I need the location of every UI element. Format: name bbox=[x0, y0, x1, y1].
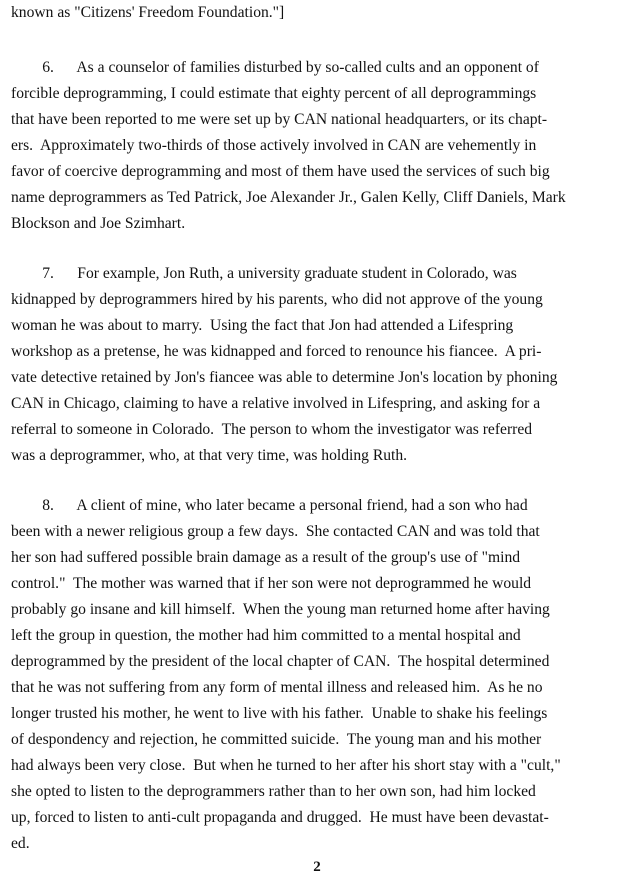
paragraph-7-line: vate detective retained by Jon's fiancee was able to determine Jon's location by phoning bbox=[11, 369, 558, 386]
paragraph-7-line: referral to someone in Colorado. The person to whom the investigator was referred bbox=[11, 421, 533, 438]
paragraph-6-line: that have been reported to me were set up by CAN national headquarters, or its chapt- bbox=[11, 111, 548, 128]
paragraph-8-line: ed. bbox=[11, 835, 30, 852]
paragraph-8-line: deprogrammed by the president of the local chapter of CAN. The hospital determined bbox=[11, 653, 550, 670]
paragraph-8-line: left the group in question, the mother had him committed to a mental hospital and bbox=[11, 627, 521, 644]
paragraph-8-line: longer trusted his mother, he went to live with his father. Unable to shake his feelings bbox=[11, 705, 548, 722]
paragraph-7-line: workshop as a pretense, he was kidnapped and forced to renounce his fiancee. A pri- bbox=[11, 343, 542, 360]
paragraph-7-line: kidnapped by deprogrammers hired by his parents, who did not approve of the young bbox=[11, 291, 543, 308]
paragraph-7-line: was a deprogrammer, who, at that very time, was holding Ruth. bbox=[11, 447, 408, 464]
paragraph-8-line: been with a newer religious group a few days. She contacted CAN and was told that bbox=[11, 523, 540, 540]
text-line: known as "Citizens' Freedom Foundation."] bbox=[11, 4, 285, 21]
paragraph-7-line: 7. For example, Jon Ruth, a university graduate student in Colorado, was bbox=[11, 265, 517, 282]
paragraph-8-line: control." The mother was warned that if her son were not deprogrammed he would bbox=[11, 575, 532, 592]
paragraph-8-line: she opted to listen to the deprogrammers rather than to her own son, had him locked bbox=[11, 783, 536, 800]
paragraph-8-line: had always been very close. But when he turned to her after his short stay with a "cult," bbox=[11, 757, 561, 774]
page-number: 2 bbox=[313, 859, 321, 875]
paragraph-6-line: favor of coercive deprogramming and most of them have used the services of such big bbox=[11, 163, 550, 180]
paragraph-7-line: woman he was about to marry. Using the fact that Jon had attended a Lifespring bbox=[11, 317, 514, 334]
paragraph-8-line: her son had suffered possible brain damage as a result of the group's use of "mind bbox=[11, 549, 521, 566]
paragraph-6-line: name deprogrammers as Ted Patrick, Joe Alexander Jr., Galen Kelly, Cliff Daniels, Mark bbox=[11, 189, 566, 206]
paragraph-6-line: 6. As a counselor of families disturbed by so-called cults and an opponent of bbox=[11, 59, 539, 76]
paragraph-7-line: CAN in Chicago, claiming to have a relative involved in Lifespring, and asking for a bbox=[11, 395, 541, 412]
paragraph-8-line: of despondency and rejection, he committed suicide. The young man and his mother bbox=[11, 731, 542, 748]
paragraph-8-line: probably go insane and kill himself. When the young man returned home after having bbox=[11, 601, 550, 618]
paragraph-8-line: that he was not suffering from any form of mental illness and released him. As he no bbox=[11, 679, 543, 696]
paragraph-6-line: Blockson and Joe Szimhart. bbox=[11, 215, 186, 232]
paragraph-8-line: 8. A client of mine, who later became a personal friend, had a son who had bbox=[11, 497, 528, 514]
paragraph-8-line: up, forced to listen to anti-cult propaganda and drugged. He must have been devastat- bbox=[11, 809, 549, 826]
paragraph-6-line: forcible deprogramming, I could estimate that eighty percent of all deprogrammings bbox=[11, 85, 537, 102]
paragraph-6-line: ers. Approximately two-thirds of those actively involved in CAN are vehemently in bbox=[11, 137, 537, 154]
